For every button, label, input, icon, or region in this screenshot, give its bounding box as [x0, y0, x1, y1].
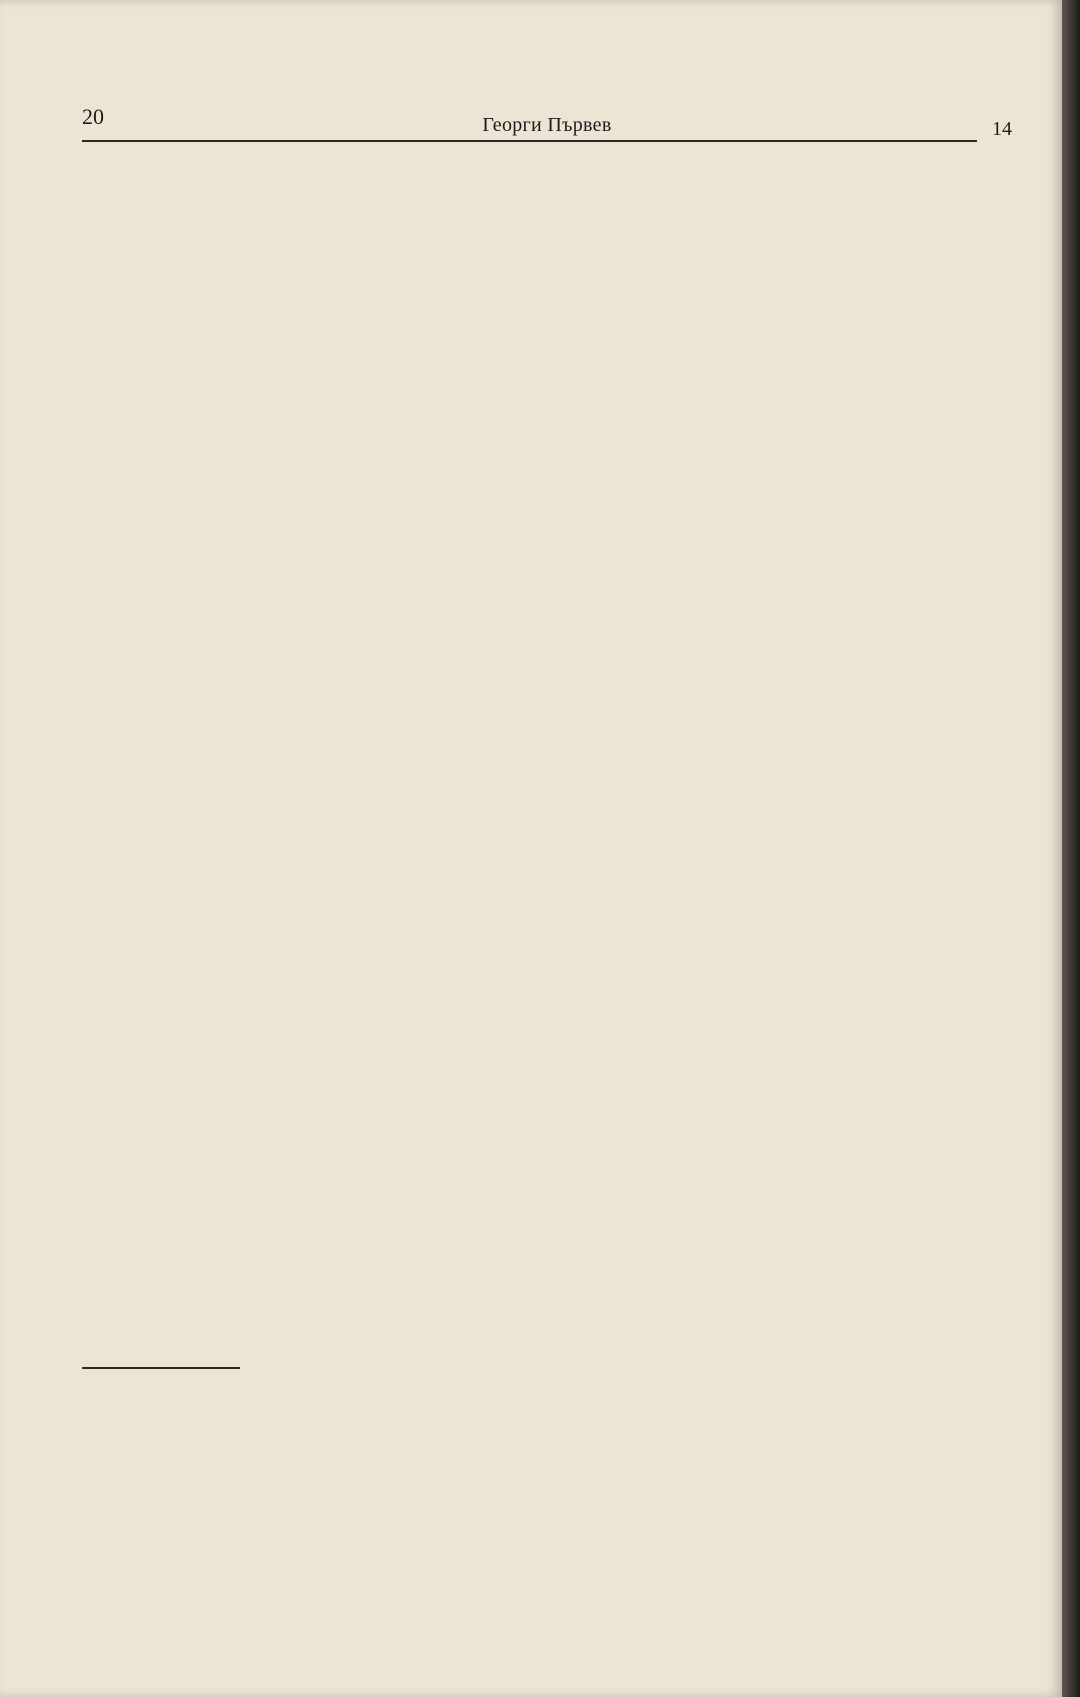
header-rule: [82, 140, 977, 142]
footnote-rule: [82, 1367, 240, 1369]
running-head: Георги Първев: [482, 114, 612, 136]
page-number-left: 20: [82, 104, 104, 129]
page-number-right: 14: [992, 118, 1012, 140]
page-edge: [1062, 0, 1080, 1697]
page-header: [82, 104, 1012, 138]
